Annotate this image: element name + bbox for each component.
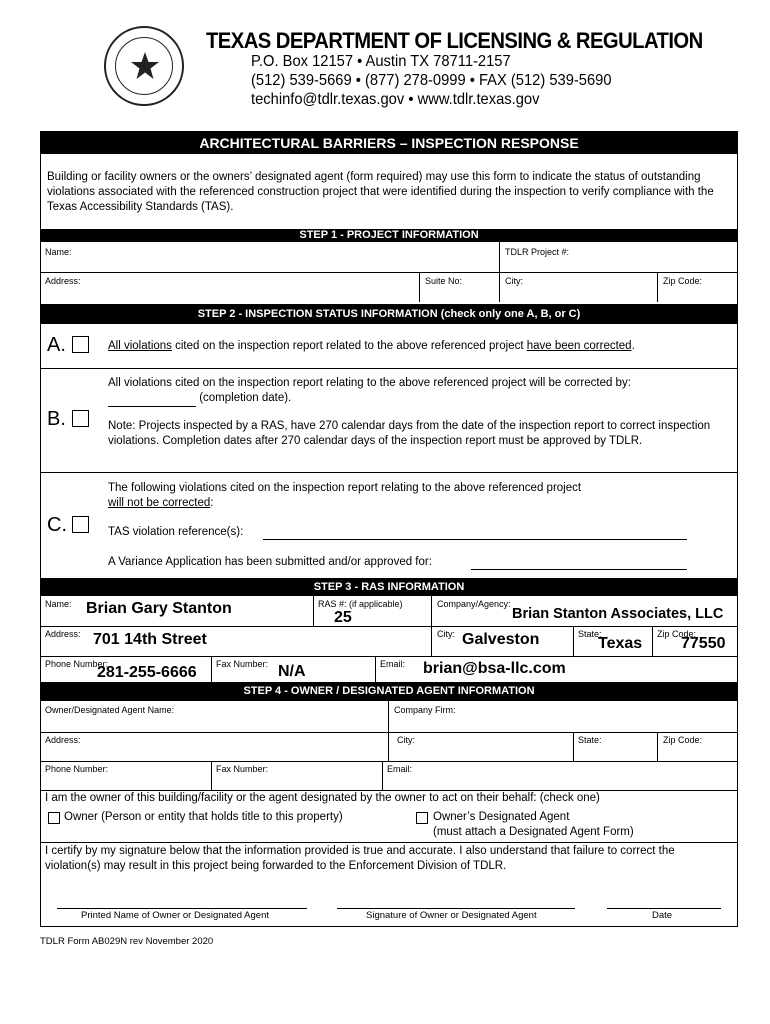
- ras-email-label: Email:: [380, 659, 406, 669]
- project-city-label: City:: [505, 276, 523, 286]
- project-name-field[interactable]: [41, 242, 499, 272]
- owner-zip-field[interactable]: [658, 732, 737, 761]
- state-seal-icon: [104, 26, 184, 106]
- agency-web: techinfo@tdlr.texas.gov • www.tdlr.texas.gov: [251, 91, 540, 108]
- suite-field[interactable]: [420, 272, 499, 302]
- project-number-label: TDLR Project #:: [505, 247, 570, 257]
- inspection-response-form: [40, 131, 738, 927]
- ras-state-label: State:: [578, 629, 602, 639]
- agency-address: P.O. Box 12157 • Austin TX 78711-2157: [251, 53, 511, 70]
- option-b-note: Note: Projects inspected by a RAS, have 270 calendar days from the date of the inspection report to correct inspection violations. Completion dates after 270 calendar days of the inspection report must be approved by TDLR.: [108, 420, 711, 447]
- project-address-field[interactable]: [41, 272, 419, 302]
- date-label: Date: [652, 910, 673, 921]
- form-title: ARCHITECTURAL BARRIERS – INSPECTION RESPONSE: [41, 132, 737, 154]
- owner-address-label: Address:: [45, 735, 81, 745]
- ras-city-label: City:: [437, 629, 455, 639]
- option-a-text: All violations cited on the inspection report related to the above referenced project have been corrected.: [108, 340, 635, 352]
- option-b-letter: B.: [47, 408, 66, 430]
- project-zip-field[interactable]: [658, 272, 737, 302]
- step1-header: STEP 1 - PROJECT INFORMATION: [41, 229, 737, 242]
- tas-reference-label: TAS violation reference(s):: [108, 526, 244, 538]
- variance-label: A Variance Application has been submitted and/or approved for:: [108, 556, 432, 568]
- ras-number-label: RAS #: (if applicable): [318, 599, 403, 609]
- certify-statement: I certify by my signature below that the information provided is true and accurate. I also understand that failure to correct the violation(s) may result in this project being forwarded to the Enforcement Division of TDLR.: [45, 845, 675, 872]
- suite-label: Suite No:: [425, 276, 463, 286]
- signature-line[interactable]: [337, 908, 575, 909]
- owner-statement: I am the owner of this building/facility or the agent designated by the owner to act on their behalf: (check one): [45, 792, 600, 804]
- owner-city-label: City:: [397, 735, 415, 745]
- ras-name-label: Name:: [45, 599, 72, 609]
- ras-address-value[interactable]: 701 14th Street: [93, 631, 207, 648]
- owner-fax-label: Fax Number:: [216, 764, 269, 774]
- project-address-label: Address:: [45, 276, 81, 286]
- owner-phone-label: Phone Number:: [45, 764, 109, 774]
- printed-name-label: Printed Name of Owner or Designated Agent: [81, 910, 269, 921]
- printed-name-line[interactable]: [57, 908, 307, 909]
- option-a-letter: A.: [47, 334, 66, 356]
- owner-city-field[interactable]: [389, 732, 573, 761]
- form-footer: TDLR Form AB029N rev November 2020: [40, 936, 214, 947]
- option-b-checkbox[interactable]: [72, 410, 89, 427]
- project-city-field[interactable]: [500, 272, 657, 302]
- project-name-label: Name:: [45, 247, 72, 257]
- ras-fax-label: Fax Number:: [216, 659, 269, 669]
- owner-checkbox[interactable]: [48, 812, 60, 824]
- step3-header: STEP 3 - RAS INFORMATION: [41, 578, 737, 596]
- ras-company-value[interactable]: Brian Stanton Associates, LLC: [512, 606, 724, 622]
- option-c-letter: C.: [47, 514, 67, 536]
- owner-name-label: Owner/Designated Agent Name:: [45, 705, 175, 715]
- ras-name-value[interactable]: Brian Gary Stanton: [86, 600, 232, 617]
- option-c-line2: will not be corrected:: [108, 497, 214, 509]
- form-intro: Building or facility owners or the owners’ designated agent (form required) may use this form to indicate the status of outstanding violations associated with the referenced construction project that were identified during the inspection to verify compliance with the Texas Accessibility Standards (TAS).: [47, 171, 714, 213]
- signature-label: Signature of Owner or Designated Agent: [366, 910, 537, 921]
- option-b-line2: (completion date).: [108, 391, 291, 407]
- ras-phone-value[interactable]: 281-255-6666: [97, 664, 197, 681]
- ras-city-value[interactable]: Galveston: [462, 631, 540, 648]
- owner-state-field[interactable]: [574, 732, 657, 761]
- ras-state-value[interactable]: Texas: [598, 635, 643, 652]
- option-b-line1: All violations cited on the inspection report relating to the above referenced project will be corrected by:: [108, 377, 631, 389]
- option-a-checkbox[interactable]: [72, 336, 89, 353]
- owner-phone-field[interactable]: [41, 761, 211, 790]
- project-number-field[interactable]: [500, 242, 737, 272]
- variance-field[interactable]: [471, 569, 687, 570]
- owner-state-label: State:: [578, 735, 602, 745]
- ras-zip-label: Zip Code:: [657, 629, 697, 639]
- owner-option-label: Owner (Person or entity that holds title to this property): [64, 811, 343, 823]
- completion-date-field[interactable]: [108, 391, 196, 407]
- owner-email-label: Email:: [387, 764, 413, 774]
- owner-fax-field[interactable]: [212, 761, 382, 790]
- ras-fax-value[interactable]: N/A: [278, 663, 306, 680]
- ras-address-label: Address:: [45, 629, 81, 639]
- ras-company-label: Company/Agency:: [437, 599, 511, 609]
- option-c-checkbox[interactable]: [72, 516, 89, 533]
- ras-zip-value[interactable]: 77550: [681, 635, 726, 652]
- option-c-line1: The following violations cited on the inspection report relating to the above referenced project: [108, 482, 582, 494]
- project-zip-label: Zip Code:: [663, 276, 703, 286]
- agent-option-note: (must attach a Designated Agent Form): [433, 826, 634, 838]
- ras-number-value[interactable]: 25: [334, 609, 352, 626]
- ras-phone-label: Phone Number:: [45, 659, 109, 669]
- agency-title: TEXAS DEPARTMENT OF LICENSING & REGULATION: [206, 28, 703, 53]
- date-line[interactable]: [607, 908, 721, 909]
- owner-company-label: Company Firm:: [394, 705, 456, 715]
- agent-option-label: Owner’s Designated Agent: [433, 811, 570, 823]
- step2-header: STEP 2 - INSPECTION STATUS INFORMATION (check only one A, B, or C): [41, 304, 737, 324]
- owner-company-field[interactable]: [389, 701, 737, 732]
- owner-zip-label: Zip Code:: [663, 735, 703, 745]
- agency-phones: (512) 539-5669 • (877) 278-0999 • FAX (512) 539-5690: [251, 72, 612, 89]
- tas-reference-field[interactable]: [263, 539, 687, 540]
- owner-name-field[interactable]: [41, 701, 388, 732]
- agent-checkbox[interactable]: [416, 812, 428, 824]
- owner-address-field[interactable]: [41, 732, 388, 761]
- step4-header: STEP 4 - OWNER / DESIGNATED AGENT INFORMATION: [41, 682, 737, 701]
- owner-email-field[interactable]: [383, 761, 737, 790]
- ras-email-value[interactable]: brian@bsa-llc.com: [423, 660, 566, 677]
